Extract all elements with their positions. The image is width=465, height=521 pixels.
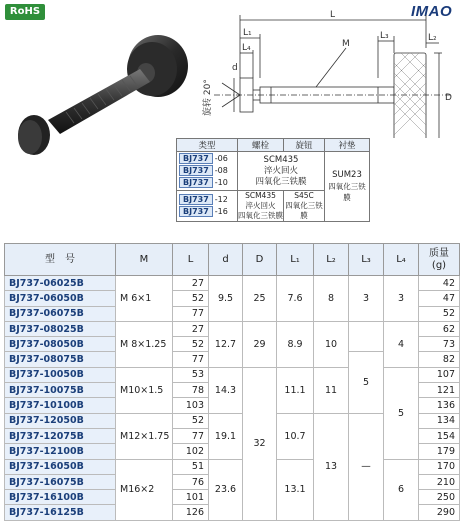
col-L3: L₃ <box>349 244 384 276</box>
product-photo <box>0 24 196 159</box>
size-suffix: -12 <box>214 195 228 204</box>
series-code: BJ737 <box>179 177 213 188</box>
technical-drawing <box>196 8 464 138</box>
table-row: BJ737-10075B 78 121 <box>5 383 460 398</box>
col-D: D <box>243 244 277 276</box>
table-row: BJ737-10100B 103 136 <box>5 398 460 413</box>
table-row: BJ737-16100B 101 250 <box>5 490 460 505</box>
col-d: d <box>209 244 243 276</box>
table-row: BJ737-16075B 76 210 <box>5 474 460 489</box>
table-row: BJ737-08025B M 8×1.25 27 12.7 29 8.9 10 4 62 <box>5 321 460 336</box>
series-code: BJ737 <box>179 153 213 164</box>
col-L: L <box>173 244 209 276</box>
dim-L: L <box>330 10 336 20</box>
dim-D: D <box>445 93 452 103</box>
col-L1: L₁ <box>277 244 314 276</box>
series-code: BJ737 <box>179 206 213 217</box>
table-row: BJ737-06025B M 6×1 27 9.5 25 7.6 8 3 3 42 <box>5 276 460 291</box>
dim-d: d <box>232 63 238 73</box>
table-row: BJ737-12050B M12×1.75 52 19.1 10.7 13 — 134 <box>5 413 460 428</box>
table-row: BJ737-08075B 77 5 82 <box>5 352 460 367</box>
col-L4: L₄ <box>384 244 419 276</box>
pad-material: SUM23 四氧化三铁膜 <box>325 152 370 222</box>
dim-L2: L₂ <box>428 33 437 43</box>
mat-header-pad: 衬垫 <box>325 139 370 152</box>
table-row: BJ737-08050B 52 73 <box>5 337 460 352</box>
spec-table <box>4 243 460 521</box>
col-model: 型 号 <box>5 244 116 276</box>
dim-M: M <box>342 39 350 49</box>
rohs-badge: RoHS <box>5 4 45 20</box>
size-suffix: -08 <box>214 166 228 175</box>
dim-L3: L₃ <box>380 31 389 41</box>
mat-header-bolt: 螺栓 <box>238 139 284 152</box>
brand-logo: IMAO <box>411 3 453 20</box>
table-row: BJ737-12100B 102 179 <box>5 444 460 459</box>
dim-L4: L₄ <box>242 43 251 53</box>
table-row: BJ737-12075B 77 154 <box>5 428 460 443</box>
bolt-material-b: SCM435 淬火回火 四氧化三铁膜 <box>238 191 283 220</box>
size-suffix: -16 <box>214 207 228 216</box>
material-table <box>176 138 370 222</box>
table-row: BJ737-06050B 52 47 <box>5 291 460 306</box>
size-suffix: -10 <box>214 178 228 187</box>
mat-header-type: 类型 <box>177 139 238 152</box>
table-row: BJ737-06075B 77 52 <box>5 306 460 321</box>
col-L2: L₂ <box>314 244 349 276</box>
table-row: BJ737-10050B M10×1.5 53 14.3 32 11.1 11 5 107 <box>5 367 460 382</box>
series-code: BJ737 <box>179 165 213 176</box>
size-suffix: -06 <box>214 154 228 163</box>
series-code: BJ737 <box>179 194 213 205</box>
swivel-angle-label: 旋转 20° <box>203 79 213 116</box>
bolt-knob-material-a: SCM435 淬火回火 四氧化三铁膜 <box>238 152 325 191</box>
dim-L1: L₁ <box>243 28 252 38</box>
col-mass: 质量 (g) <box>419 244 460 276</box>
col-M: M <box>116 244 173 276</box>
table-row: BJ737-16050B M16×2 51 23.6 13.1 6 170 <box>5 459 460 474</box>
mat-header-knob: 旋钮 <box>284 139 325 152</box>
knob-material-b: S45C 四氧化三铁膜 <box>285 191 323 220</box>
table-row: BJ737-16125B 126 290 <box>5 505 460 520</box>
